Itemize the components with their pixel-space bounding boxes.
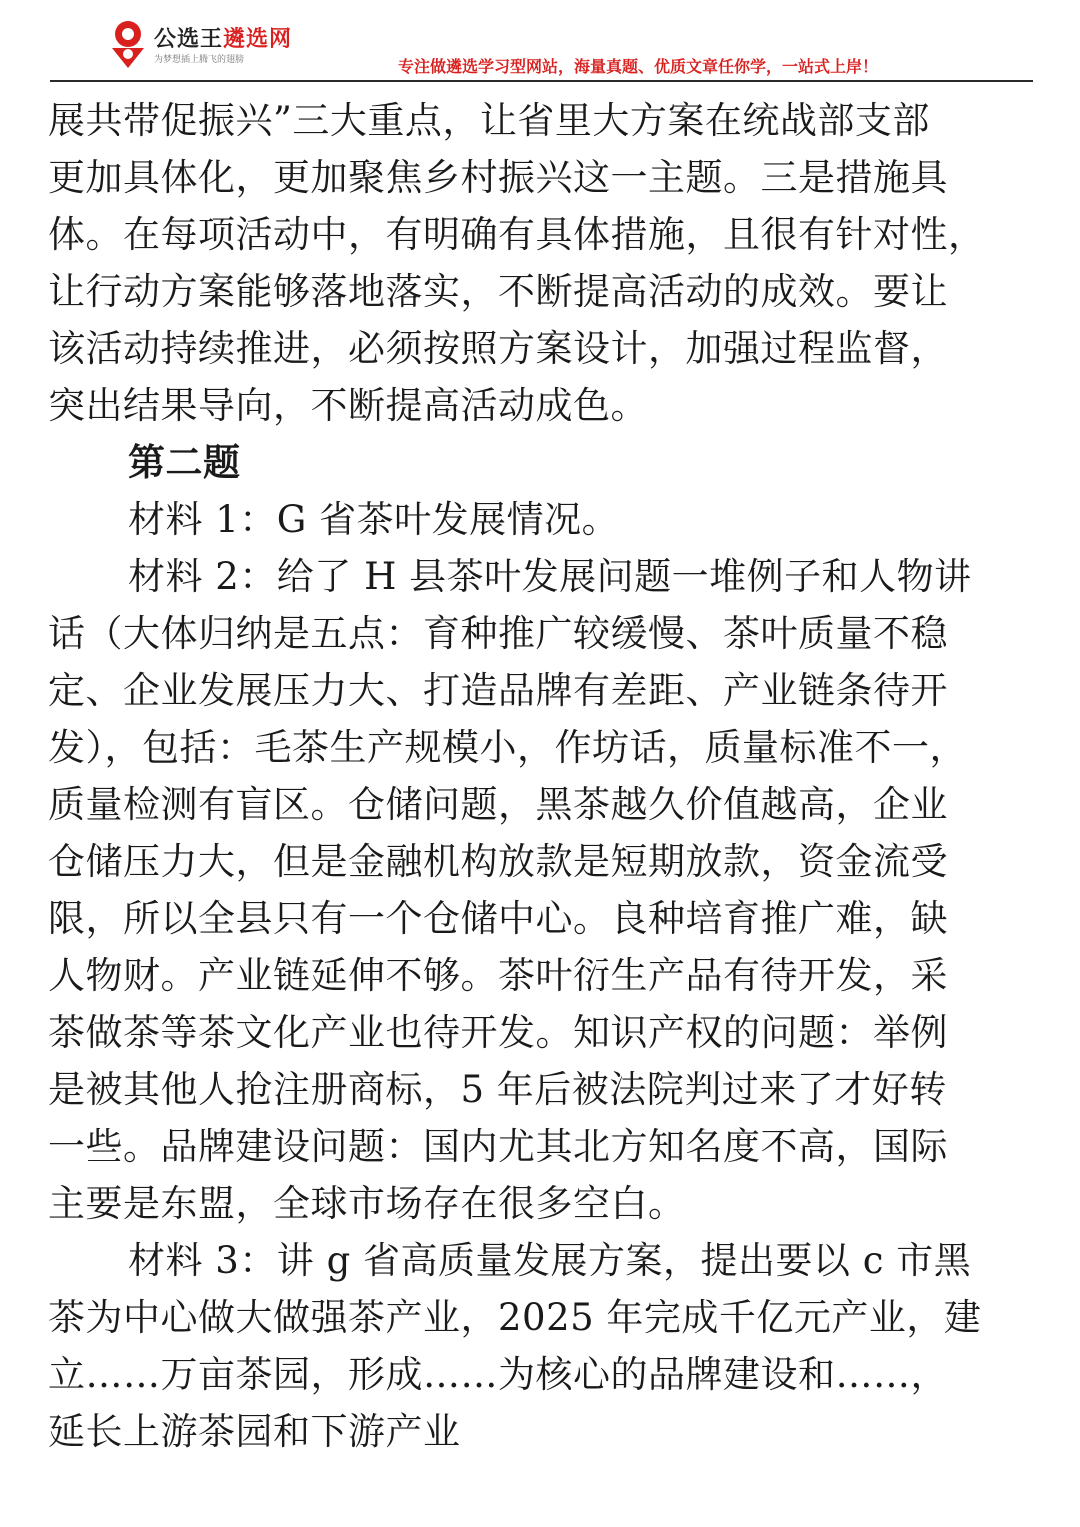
text-line: 话（大体归纳是五点：育种推广较缓慢、茶叶质量不稳 — [48, 612, 948, 655]
text-line: 是被其他人抢注册商标，5 年后被法院判过来了才好转 — [48, 1068, 947, 1111]
text-line: 更加具体化，更加聚焦乡村振兴这一主题。三是措施具 — [48, 156, 948, 199]
company-logo-icon — [108, 18, 148, 70]
page-header — [0, 0, 1080, 88]
text-line: 发），包括：毛茶生产规模小，作坊话，质量标准不一， — [48, 726, 967, 769]
text-line: 质量检测有盲区。仓储问题，黑茶越久价值越高，企业 — [48, 783, 948, 826]
brand-name-part2: 遴选网 — [223, 27, 293, 52]
text-line: 茶为中心做大做强茶产业，2025 年完成千亿元产业，建 — [48, 1296, 982, 1339]
header-tagline: 专注做遴选学习型网站，海量真题、优质文章任你学，一站式上岸！ — [398, 57, 879, 76]
text-line: 材料 2：给了 H 县茶叶发展问题一堆例子和人物讲 — [128, 555, 972, 598]
header-divider — [50, 80, 1033, 82]
text-line: 一些。品牌建设问题：国内尤其北方知名度不高，国际 — [48, 1125, 948, 1168]
text-line: 仓储压力大，但是金融机构放款是短期放款，资金流受 — [48, 840, 948, 883]
text-line: 展共带促振兴”三大重点，让省里大方案在统战部支部 — [48, 99, 930, 142]
text-line: 立……万亩茶园，形成……为核心的品牌建设和……， — [48, 1353, 948, 1396]
text-line: 人物财。产业链延伸不够。茶叶衍生产品有待开发，采 — [48, 954, 948, 997]
text-line: 限，所以全县只有一个仓储中心。良种培育推广难，缺 — [48, 897, 948, 940]
document-body — [48, 92, 1028, 1460]
section-heading: 第二题 — [128, 440, 241, 484]
text-line: 材料 3：讲 g 省高质量发展方案，提出要以 c 市黑 — [128, 1239, 972, 1282]
text-line: 体。在每项活动中，有明确有具体措施，且很有针对性， — [48, 213, 986, 256]
text-line: 主要是东盟，全球市场存在很多空白。 — [48, 1182, 686, 1225]
text-line: 让行动方案能够落地落实，不断提高活动的成效。要让 — [48, 270, 948, 313]
brand-slogan: 为梦想插上腾飞的翅膀 — [154, 55, 245, 65]
text-line: 延长上游茶园和下游产业 — [48, 1410, 461, 1453]
text-line: 定、企业发展压力大、打造品牌有差距、产业链条待开 — [48, 669, 948, 712]
text-line: 突出结果导向，不断提高活动成色。 — [48, 384, 648, 427]
text-line: 茶做茶等茶文化产业也待开发。知识产权的问题：举例 — [48, 1011, 948, 1054]
text-line: 该活动持续推进，必须按照方案设计，加强过程监督， — [48, 327, 948, 370]
brand-name-part1: 公选王 — [154, 27, 224, 52]
brand-name — [154, 22, 292, 53]
text-line: 材料 1：G 省茶叶发展情况。 — [128, 498, 620, 541]
